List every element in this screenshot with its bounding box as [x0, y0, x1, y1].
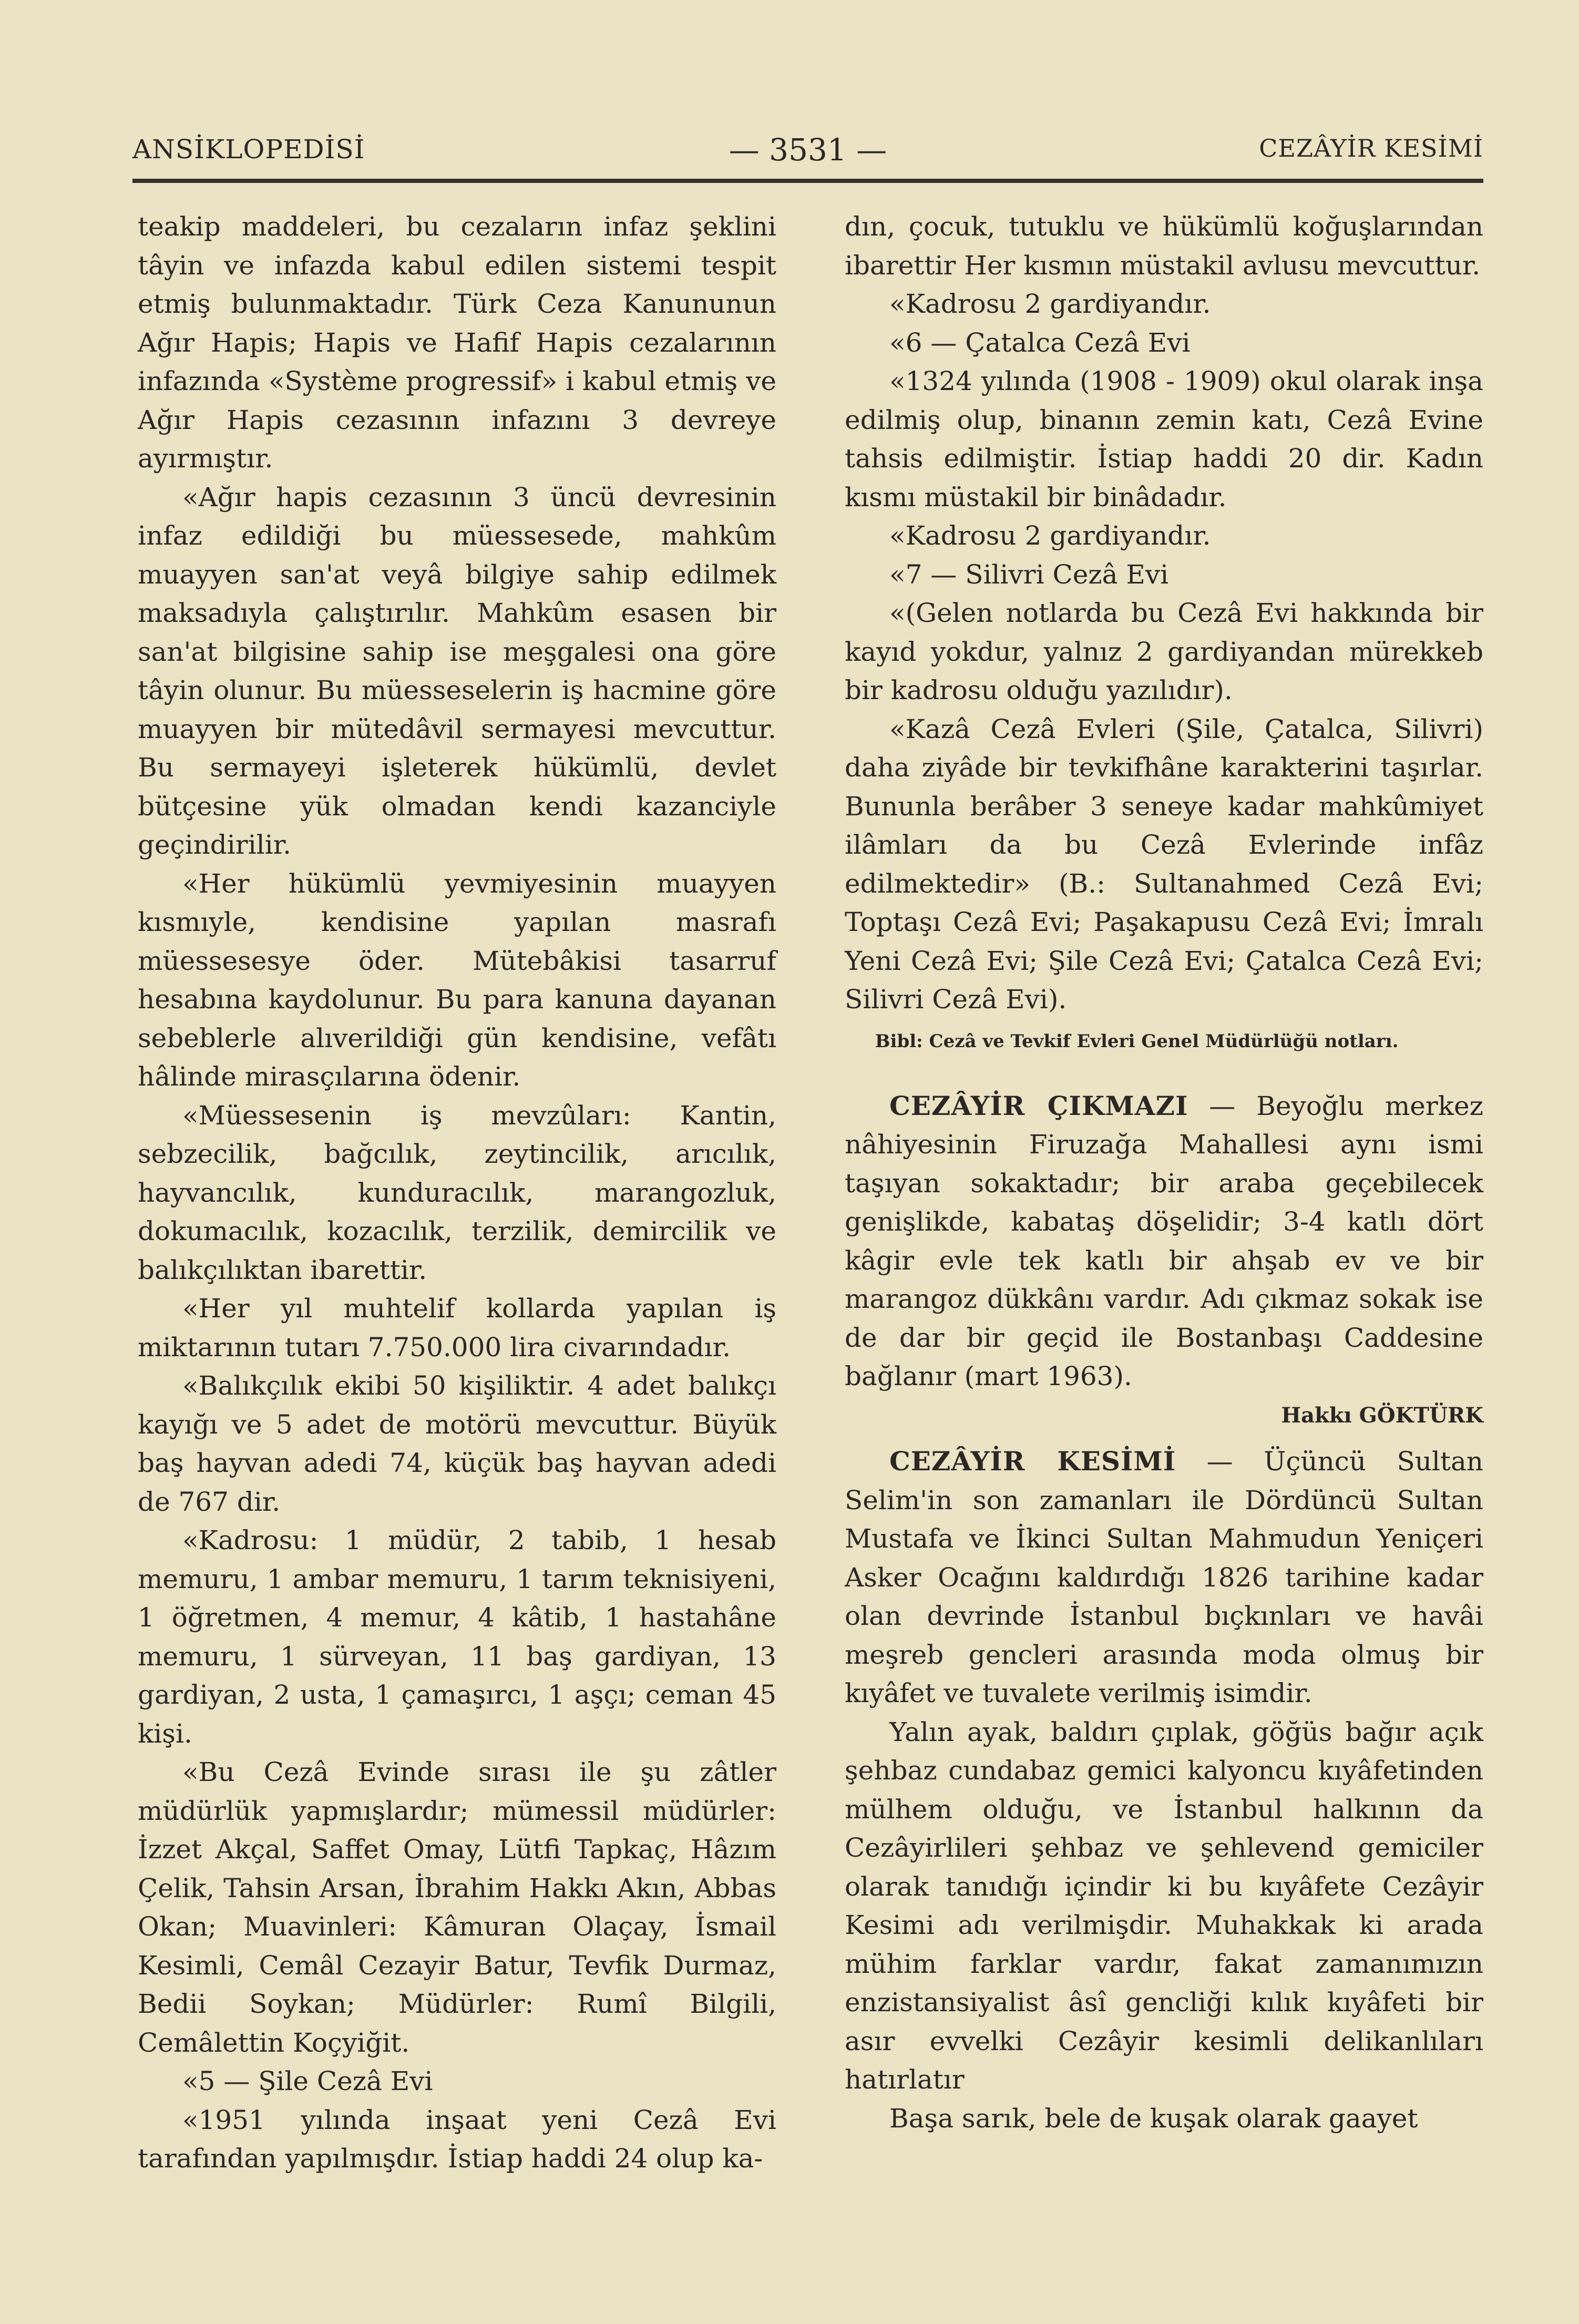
entry-text: — Üçüncü Sultan Selim'in son zamanları ile Dördüncü Sultan Mustafa ve İkinci Sultan Mahmudun Yeniçeri Asker Ocağını kaldırdığı 1826 tarihine kadar olan devrinde İstanbul bıçkınları ve havâi meşreb gencleri arasında moda olmuş bir kıyâfet ve tuvalete verilmiş isimdir. — [845, 1446, 1483, 1708]
paragraph: dın, çocuk, tutuklu ve hükümlü koğuşlarından ibarettir Her kısmın müstakil avlusu mevcuttur. — [845, 211, 1483, 281]
header-publication-title: ANSİKLOPEDİSİ — [132, 134, 365, 165]
header-running-title: CEZÂYİR KESİMİ — [1259, 134, 1483, 162]
left-column — [138, 208, 776, 2178]
paragraph: «Ağır hapis cezasının 3 üncü devresinin infaz edildiği bu müessesede, mahkûm muayyen san'at veyâ bilgiye sahip edilmek maksadıyla çalıştırılır. Mahkûm esasen bir san'at bilgisine sahip ise meşgalesi ona göre tâyin olunur. Bu müesseselerin iş hacmine göre muayyen bir mütedâvil sermayesi mevcuttur. Bu sermayeyi işleterek hükümlü, devlet bütçesine yük olmadan kendi kazanciyle geçindirilir. — [138, 482, 776, 860]
paragraph: «(Gelen notlarda bu Cezâ Evi hakkında bir kayıd yokdur, yalnız 2 gardiyandan mürekkeb bir kadrosu olduğu yazılıdır). — [845, 598, 1483, 705]
entry-cezayir-cikmazi — [845, 1087, 1483, 1396]
bibliography-note: Bibl: Cezâ ve Tevkif Evleri Genel Müdürlüğü notları. — [875, 1030, 1399, 1052]
entry-cezayir-kesimi — [845, 1442, 1483, 1713]
right-column — [845, 208, 1483, 2138]
section-heading: «7 — Silivri Cezâ Evi — [889, 559, 1169, 590]
paragraph: «Kadrosu 2 gardiyandır. — [889, 520, 1211, 551]
entry-text: — Beyoğlu merkez nâhiyesinin Firuzağa Mahallesi aynı ismi taşıyan sokaktadır; bir araba geçebilecek genişlikde, kabataş döşelidir; 3-4 katlı dört kâgir evle tek katlı bir ahşab ev ve bir marangoz dükkânı vardır. Adı çıkmaz sokak ise de dar bir geçid ile Bostanbaşı Caddesine bağlanır (mart 1963). — [845, 1090, 1483, 1391]
section-heading: «6 — Çatalca Cezâ Evi — [889, 327, 1191, 358]
entry-title: CEZÂYİR KESİMİ — [889, 1446, 1176, 1477]
paragraph: «Her hükümlü yevmiyesinin muayyen kısmıyle, kendisine yapılan masrafı müessesesye öder. Mütebâkisi tasarruf hesabına kaydolunur. Bu para kanuna dayanan sebeblerle alıverildiği gün kendisine, vefâtı hâlinde mirasçılarına ödenir. — [138, 868, 776, 1092]
paragraph: «Kadrosu 2 gardiyandır. — [889, 289, 1211, 319]
paragraph: Başa sarık, bele de kuşak olarak gaayet — [889, 2103, 1418, 2134]
paragraph: teakip maddeleri, bu cezaların infaz şeklini tâyin ve infazda kabul edilen sistemi tespit etmiş bulunmaktadır. Türk Ceza Kanununun Ağır Hapis; Hapis ve Hafif Hapis cezalarının infazında «Système progressif» i kabul etmiş ve Ağır Hapis cezasının infazını 3 devreye ayırmıştır. — [138, 211, 776, 474]
paragraph: «1324 yılında (1908 - 1909) okul olarak inşa edilmiş olup, binanın zemin katı, Cezâ Evine tahsis edilmiştir. İstiap haddi 20 dir. Kadın kısmı müstakil bir binâdadır. — [845, 366, 1483, 513]
entry-author: Hakkı GÖKTÜRK — [1281, 1402, 1483, 1428]
paragraph: «Her yıl muhtelif kollarda yapılan iş miktarının tutarı 7.750.000 lira civarındadır. — [138, 1293, 776, 1363]
entry-title: CEZÂYİR ÇIKMAZI — [889, 1090, 1188, 1121]
page-number: — 3531 — — [729, 132, 887, 168]
paragraph: «Bu Cezâ Evinde sırası ile şu zâtler müdürlük yapmışlardır; mümessil müdürler: İzzet Akçal, Saffet Omay, Lütfi Tapkaç, Hâzım Çelik, Tahsin Arsan, İbrahim Hakkı Akın, Abbas Okan; Muavinleri: Kâmuran Olaçay, İsmail Kesimli, Cemâl Cezayir Batur, Tevfik Durmaz, Bedii Soykan; Müdürler: Rumî Bilgili, Cemâlettin Koçyiğit. — [138, 1757, 776, 2058]
paragraph: «Balıkçılık ekibi 50 kişiliktir. 4 adet balıkçı kayığı ve 5 adet de motörü mevcuttur. Büyük baş hayvan adedi 74, küçük baş hayvan adedi de 767 dir. — [138, 1370, 776, 1517]
section-heading: «5 — Şile Cezâ Evi — [182, 2066, 433, 2096]
paragraph: «Kazâ Cezâ Evleri (Şile, Çatalca, Silivri) daha ziyâde bir tevkifhâne karakterini taşırlar. Bununla berâber 3 seneye kadar mahkûmiyet ilâmları da bu Cezâ Evlerinde infâz edilmektedir» (B.: Sultanahmed Cezâ Evi; Toptaşı Cezâ Evi; Paşakapusu Cezâ Evi; İmralı Yeni Cezâ Evi; Şile Cezâ Evi; Çatalca Cezâ Evi; Silivri Cezâ Evi). — [845, 713, 1483, 1015]
header-rule — [132, 179, 1483, 183]
paragraph: «1951 yılında inşaat yeni Cezâ Evi tarafından yapılmışdır. İstiap haddi 24 olup ka- — [138, 2104, 776, 2174]
paragraph: «Kadrosu: 1 müdür, 2 tabib, 1 hesab memuru, 1 ambar memuru, 1 tarım teknisiyeni, 1 öğretmen, 4 memur, 4 kâtib, 1 hastahâne memuru, 1 sürveyan, 11 baş gardiyan, 13 gardiyan, 2 usta, 1 çamaşırcı, 1 aşçı; ceman 45 kişi. — [138, 1525, 776, 1749]
page-header — [132, 134, 1483, 171]
paragraph: Yalın ayak, baldırı çıplak, göğüs bağır açık şehbaz cundabaz gemici kalyoncu kıyâfetinden mülhem olduğu, ve İstanbul halkının da Cezâyirlileri şehbaz ve şehlevend gemiciler olarak tanıdığı içindir ki bu kıyâfete Cezâyir Kesimi adı verilmişdir. Muhakkak ki arada mühim farklar vardır, fakat zamanımızın enzistansiyalist âsî gencliği kılık kıyâfeti bir asır evvelki Cezâyir kesimli delikanlıları hatırlatır — [845, 1716, 1483, 2095]
paragraph: «Müessesenin iş mevzûları: Kantin, sebzecilik, bağcılık, zeytincilik, arıcılık, hayvancılık, kunduracılık, marangozluk, dokumacılık, kozacılık, terzilik, demircilik ve balıkçılıktan ibarettir. — [138, 1100, 776, 1285]
